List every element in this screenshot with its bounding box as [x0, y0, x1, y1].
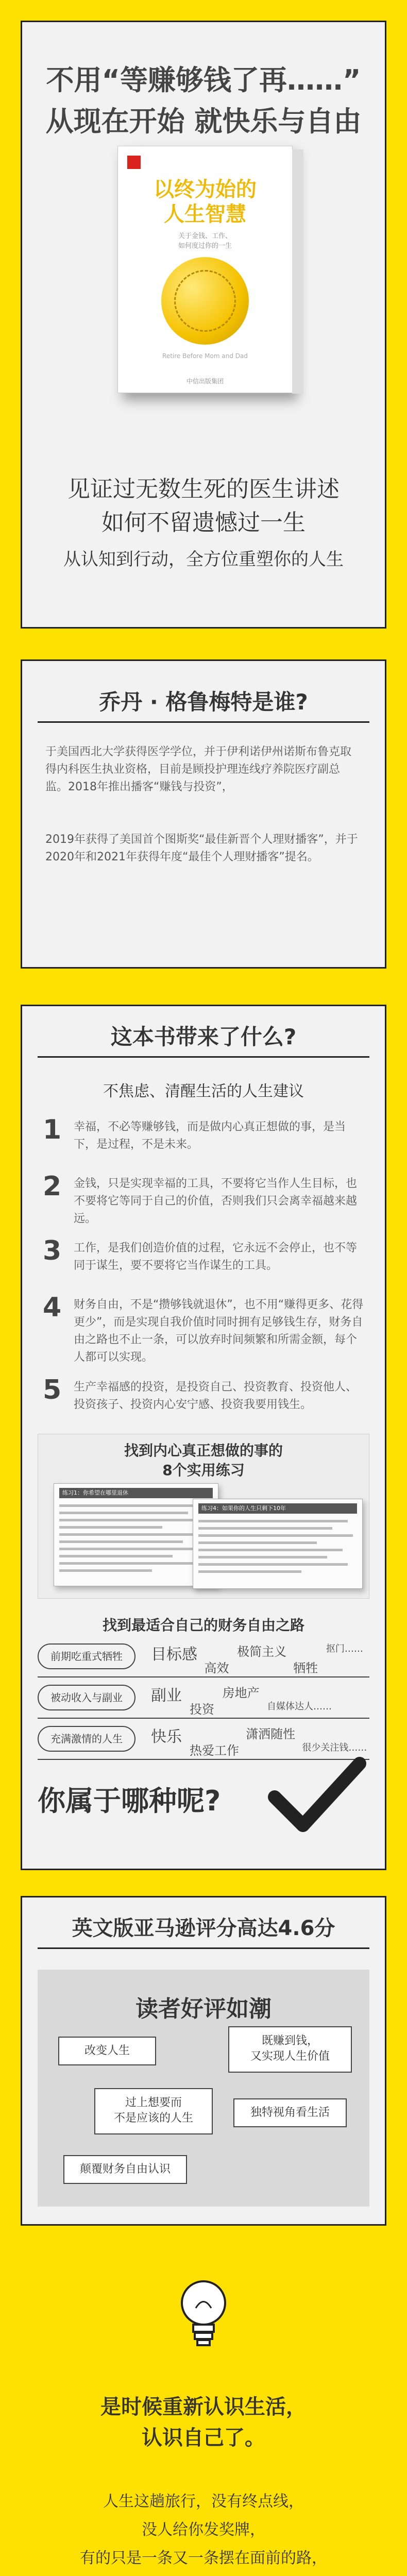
closing-para-2: 没人给你发奖牌， — [142, 2521, 265, 2539]
checkmark-icon — [264, 1753, 367, 1836]
book-cover — [117, 146, 293, 393]
closing-para-1: 人生这趟旅行，没有终点线， — [103, 2493, 304, 2511]
reviews-title: 读者好评如潮 — [135, 1996, 272, 2022]
exercises-title-2: 8个实用练习 — [162, 1462, 245, 1479]
path-pill: 被动收入与副业 — [38, 1685, 135, 1710]
path-keyword: 副业 — [151, 1687, 182, 1705]
closing-line-2: 认识自己了。 — [142, 2426, 265, 2450]
book-title-line-2: 人生智慧 — [164, 202, 246, 226]
tip-number: 5 — [43, 1375, 62, 1405]
path-keyword: 很少关注钱…… — [302, 1742, 367, 1753]
path-keyword: 潇洒随性 — [246, 1727, 296, 1741]
amazon-heading — [38, 1908, 369, 1949]
closing-line-1: 是时候重新认识生活， — [100, 2395, 307, 2419]
path-pill: 前期吃重式牺牲 — [38, 1643, 135, 1669]
benefits-heading — [38, 1016, 369, 1058]
tip-text: 生产幸福感的投资，是投资自己、投资教育、投资他人、投资孩子、投资内心安宁感、投资我要用钱生。 — [74, 1381, 358, 1411]
closing-para-3: 有的只是一条又一条摆在面前的路， — [80, 2549, 327, 2567]
path-keyword: 抠门…… — [326, 1643, 363, 1654]
tip-number: 1 — [43, 1114, 62, 1145]
author-title: 乔丹 · 格鲁梅特是谁? — [99, 689, 308, 715]
tip-text: 财务自由，不是“攒够钱就退休”，也不用“赚得更多、花得更少”，而是实现自我价值时同时拥有足够钱生存，财务自由之路也不止一条，可以放弃时间频繁和所需金额，每个人都可以实现。 — [74, 1298, 364, 1364]
publisher-mark-icon — [127, 156, 141, 169]
you-are-question: 你属于哪种呢? — [38, 1785, 221, 1817]
tip-item — [43, 1114, 364, 1166]
hero-headline-2: 从现在开始 就快乐与自由 — [45, 105, 362, 138]
path-keyword: 房地产 — [222, 1686, 260, 1700]
book-title-line-1: 以终为始的 — [154, 178, 257, 201]
author-section — [21, 659, 386, 969]
review-bubble: 颠覆财务自由认识 — [63, 2155, 187, 2184]
benefits-section — [21, 1005, 386, 1870]
book-subtitle — [118, 231, 292, 251]
book-publisher: 中信出版集团 — [186, 378, 224, 385]
book-subtitle-line-2: 如何度过你的一生 — [178, 242, 232, 250]
amazon-title: 英文版亚马逊评分高达4.6分 — [72, 1917, 335, 1940]
book-spine — [292, 149, 303, 394]
tip-number: 4 — [43, 1292, 62, 1323]
tip-text: 金钱，只是实现幸福的工具，不要将它当作人生目标，也不要将它等同于自己的价值，否则我们只会离幸福越来越远。 — [74, 1177, 358, 1225]
hero-headline-1: 不用“等赚够钱了再……” — [46, 64, 361, 96]
benefits-subhead: 不焦虑、清醒生活的人生建议 — [103, 1082, 304, 1100]
amazon-section — [21, 1896, 386, 2226]
exercises-panel — [38, 1434, 369, 1599]
paths-rows-root — [31, 1669, 376, 1670]
book-subtitle-line-1: 关于金钱、工作、 — [178, 232, 232, 240]
review-bubble: 过上想要而 不是应该的人生 — [94, 2088, 213, 2134]
exercises-title-1: 找到内心真正想做的事的 — [124, 1442, 283, 1459]
tip-number: 2 — [43, 1171, 62, 1202]
tip-item — [43, 1375, 364, 1426]
hero-caption-1: 见证过无数生死的医生讲述 — [67, 476, 340, 502]
gold-coin-illustration — [161, 257, 249, 345]
path-pill: 充满激情的人生 — [38, 1726, 135, 1752]
lightbulb-icon — [178, 2277, 229, 2354]
tip-item — [43, 1292, 364, 1369]
tip-number: 3 — [43, 1235, 62, 1266]
path-keyword: 极简主义 — [237, 1645, 287, 1659]
path-row — [38, 1637, 369, 1677]
path-keyword: 高效 — [204, 1661, 229, 1675]
paths-spacer — [31, 1525, 376, 1571]
author-bio-2: 2019年获得了美国首个图斯奖“最佳新晋个人理财播客”，并于2020年和2021年获得年度“最佳个人理财播客”提名。 — [45, 833, 358, 863]
exercise-sheet-1-title: 练习1：你希望在哪里退休 — [59, 1488, 213, 1498]
review-bubble: 既赚到钱， 又实现人生价值 — [228, 2026, 352, 2073]
closing-para-4 — [0, 2573, 407, 2576]
book-title — [118, 177, 292, 227]
path-keyword: 自媒体达人…… — [267, 1701, 332, 1712]
path-row — [38, 1679, 369, 1719]
tip-item — [43, 1171, 364, 1228]
path-keyword: 目标感 — [151, 1646, 197, 1664]
paths-title: 找到最适合自己的财务自由之路 — [102, 1617, 304, 1634]
review-bubble: 改变人生 — [58, 2037, 156, 2065]
benefits-title: 这本书带来了什么? — [110, 1024, 297, 1049]
book-english-title: Retire Before Mom and Dad — [162, 352, 248, 360]
tip-text: 工作，是我们创造价值的过程，它永远不会停止，也不等同于谋生，要不要将它当作谋生的工具。 — [74, 1242, 358, 1272]
tip-item — [43, 1235, 364, 1287]
exercise-sheet-2-title: 练习4：如果你的人生只剩下10年 — [198, 1503, 357, 1514]
author-heading — [38, 682, 369, 723]
tip-text: 幸福，不必等赚够钱，而是做内心真正想做的事，是当下，是过程，不是未来。 — [74, 1121, 346, 1151]
review-bubble: 独特视角看生活 — [233, 2098, 347, 2127]
path-keyword: 牺牲 — [293, 1661, 318, 1675]
path-keyword: 投资 — [190, 1702, 214, 1717]
hero-caption-3: 从认知到行动，全方位重塑你的人生 — [63, 549, 344, 570]
hero-section — [21, 21, 386, 629]
hero-caption-2: 如何不留遗憾过一生 — [101, 510, 306, 536]
path-keyword: 快乐 — [151, 1728, 182, 1746]
author-bio-1: 于美国西北大学获得医学学位，并于伊利诺伊州诺斯布鲁克取得内科医生执业资格，目前是顾投护理连线疗养院医疗副总监。2018年推出播客“赚钱与投资”， — [45, 745, 352, 793]
path-keyword: 热爱工作 — [190, 1743, 239, 1758]
